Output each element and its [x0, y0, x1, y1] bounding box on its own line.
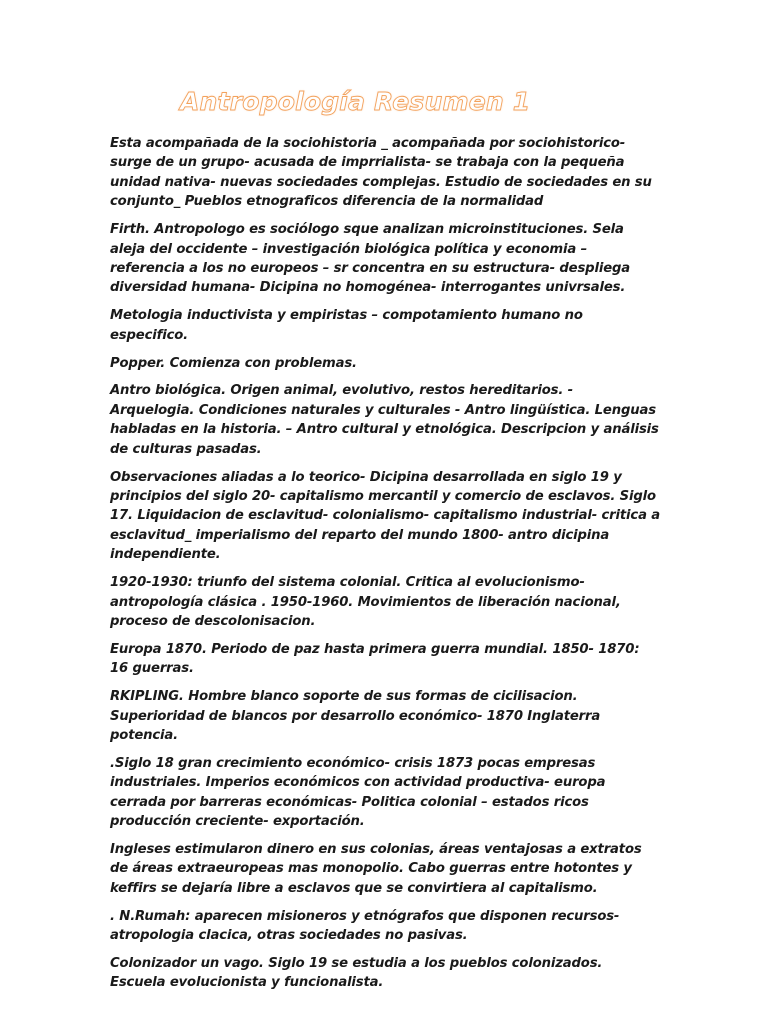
paragraph: Ingleses estimularon dinero en sus colonias, áreas ventajosas a extratos de áreas extraeuropeas mas monopolio. Cabo guerras entre hotontes y keffirs se dejaría libre a esclavos que se convirtiera al capitalismo.: [110, 842, 642, 896]
paragraph: Firth. Antropologo es sociólogo sque analizan microinstituciones. Sela aleja del occidente – investigación biológica política y economia – referencia a los no europeos – sr concentra en su estructura- despliega diversidad humana- Dicipina no homogénea- interrogantes univrsales.: [110, 222, 631, 296]
paragraph: Popper. Comienza con problemas.: [110, 355, 357, 371]
paragraph: . N.Rumah: aparecen misioneros y etnógrafos que disponen recursos- atropologia clacica, otras sociedades no pasivas.: [110, 908, 620, 944]
paragraph: Esta acompañada de la sociohistoria _ acompañada por sociohistorico- surge de un grupo- acusada de imprrialista- se trabaja con la pequeña unidad nativa- nuevas sociedades complejas. Estudio de sociedades en su conjunto_ Pueblos etnograficos diferencia de la normalidad: [110, 136, 652, 210]
paragraph: 1920-1930: triunfo del sistema colonial. Critica al evolucionismo- antropología clásica . 1950-1960. Movimientos de liberación nacional, proceso de descolonisacion.: [110, 575, 621, 629]
document-title: Antropología Resumen 1: [180, 87, 531, 116]
paragraph: Antro biológica. Origen animal, evolutivo, restos hereditarios. - Arquelogia. Condiciones naturales y culturales - Antro lingüística. Lenguas habladas en la historia. – Antro cultural y etnológica. Descripcion y análisis de culturas pasadas.: [110, 383, 659, 457]
paragraph: .Siglo 18 gran crecimiento económico- crisis 1873 pocas empresas industriales. Imperios económicos con actividad productiva- europa cerrada por barreras económicas- Politica colonial – estados ricos producción creciente- exportación.: [110, 755, 606, 830]
paragraph: Observaciones aliadas a lo teorico- Dicipina desarrollada en siglo 19 y principios del siglo 20- capitalismo mercantil y comercio de esclavos. Siglo 17. Liquidacion de esclavitud- colonialismo- capitalismo industrial- critica a esclavitud_ imperialismo del reparto del mundo 1800- antro dicipina independiente.: [110, 469, 661, 563]
paragraph: Colonizador un vago. Siglo 19 se estudia a los pueblos colonizados. Escuela evolucionista y funcionalista.: [110, 956, 603, 991]
paragraph: Europa 1870. Periodo de paz hasta primera guerra mundial. 1850- 1870: 16 guerras.: [110, 641, 640, 677]
paragraph: Metologia inductivista y empiristas – compotamiento humano no especifico.: [110, 308, 583, 343]
document-body: [110, 134, 660, 1001]
paragraph: RKIPLING. Hombre blanco soporte de sus formas de cicilisacion. Superioridad de blancos por desarrollo económico- 1870 Inglaterra potencia.: [110, 689, 601, 743]
